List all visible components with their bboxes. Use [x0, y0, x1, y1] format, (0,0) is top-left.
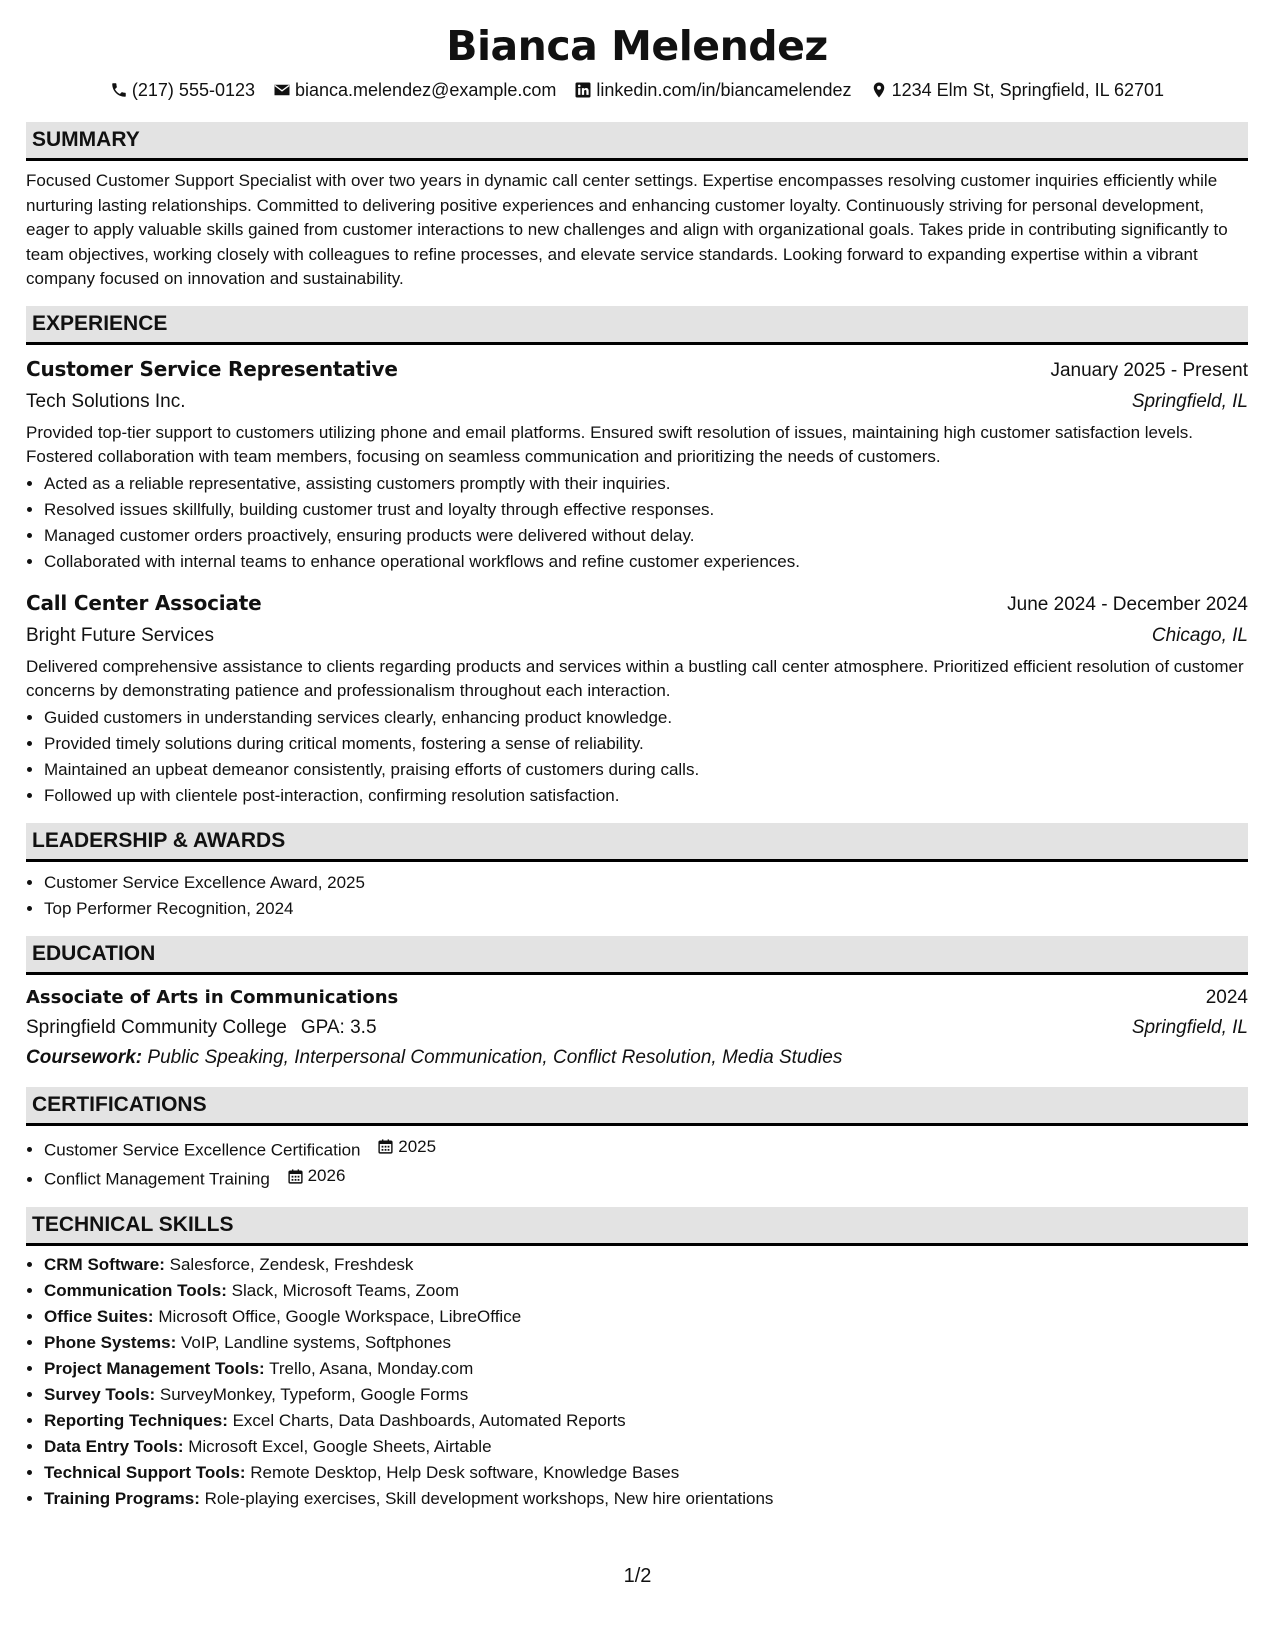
phone-text: (217) 555-0123 [131, 79, 255, 100]
gpa: GPA: 3.5 [300, 1016, 377, 1038]
skill-item [44, 1278, 1248, 1304]
skill-value: Remote Desktop, Help Desk software, Knowledge Bases [250, 1462, 680, 1482]
school [26, 1013, 377, 1043]
candidate-name: Bianca Melendez [446, 22, 828, 70]
skills-list [26, 1252, 1248, 1512]
certification-name: Customer Service Excellence Certification [44, 1140, 361, 1159]
job-bullet: • Resolved issues skillfully, building customer trust and loyalty through effective responses. [44, 497, 1248, 523]
skill-item [44, 1252, 1248, 1278]
coursework-label: Coursework: [26, 1046, 143, 1068]
coursework [26, 1043, 1248, 1073]
job-bullet: • Guided customers in understanding services clearly, enhancing product knowledge. [44, 705, 1248, 731]
job-location: Springfield, IL [1131, 390, 1248, 412]
skill-item [44, 1486, 1248, 1512]
graduation-year: 2024 [1205, 986, 1248, 1008]
job-title: Call Center Associate [26, 590, 262, 615]
contact-phone [110, 80, 255, 101]
coursework-list: Public Speaking, Interpersonal Communication, Conflict Resolution, Media Studies [147, 1046, 843, 1068]
skill-label: Office Suites: [44, 1306, 154, 1326]
job-bullet: • Provided timely solutions during critical moments, fostering a sense of reliability. [44, 731, 1248, 757]
skill-label: Training Programs: [44, 1488, 200, 1508]
job-bullet: • Maintained an upbeat demeanor consistently, praising efforts of customers during calls. [44, 757, 1248, 783]
map-pin-icon [870, 81, 888, 99]
email-text[interactable]: bianca.melendez@example.com [295, 79, 557, 100]
job-entry [26, 587, 1248, 809]
skills-heading: TECHNICAL SKILLS [26, 1207, 1248, 1246]
contact-bar [26, 76, 1248, 104]
skill-label: Phone Systems: [44, 1332, 177, 1352]
skill-label: Survey Tools: [44, 1384, 156, 1404]
skill-item [44, 1460, 1248, 1486]
job-bullet: • Acted as a reliable representative, assisting customers promptly with their inquiries. [44, 471, 1248, 497]
certification-year: 2025 [398, 1136, 437, 1156]
skill-item [44, 1434, 1248, 1460]
job-dates: June 2024 - December 2024 [1007, 593, 1248, 615]
address-text: 1234 Elm St, Springfield, IL 62701 [891, 79, 1165, 100]
job-dates: January 2025 - Present [1050, 359, 1248, 381]
contact-address [870, 80, 1165, 101]
certification-name: Conflict Management Training [44, 1169, 270, 1189]
skill-item [44, 1382, 1248, 1408]
skill-item [44, 1330, 1248, 1356]
experience-heading: EXPERIENCE [26, 306, 1248, 345]
skill-value: Excel Charts, Data Dashboards, Automated Reports [232, 1410, 626, 1430]
certification-item [44, 1163, 1248, 1193]
job-bullet: • Followed up with clientele post-interaction, confirming resolution satisfaction. [44, 783, 1248, 809]
job-description: Delivered comprehensive assistance to clients regarding products and services within a bustling call center atmosphere. Prioritized efficient resolution of customer concerns by demonstrating patience and professionalism throughout each interaction. [26, 656, 1244, 700]
job-bullets [26, 471, 1248, 575]
envelope-icon [273, 81, 291, 99]
skill-value: Slack, Microsoft Teams, Zoom [231, 1280, 459, 1300]
page-number: 1/2 [623, 1565, 652, 1587]
skill-value: Microsoft Excel, Google Sheets, Airtable [188, 1436, 492, 1456]
job-bullet: • Collaborated with internal teams to enhance operational workflows and refine customer experiences. [44, 549, 1248, 575]
job-company: Bright Future Services [26, 624, 214, 646]
school-location: Springfield, IL [1131, 1016, 1248, 1038]
job-bullet: • Managed customer orders proactively, ensuring products were delivered without delay. [44, 523, 1248, 549]
summary-heading: SUMMARY [26, 122, 1248, 161]
job-bullets [26, 705, 1248, 809]
job-company: Tech Solutions Inc. [26, 390, 186, 412]
job-description: Provided top-tier support to customers utilizing phone and email platforms. Ensured swift resolution of issues, maintaining high customer satisfaction levels. Fostered collaboration with team members, focusing on seamless communication and prioritizing the needs of customers. [26, 422, 1193, 466]
summary-text: Focused Customer Support Specialist with over two years in dynamic call center settings. Expertise encompasses resolving customer inquiries efficiently while nurturing lasting relationships. Committed to delivering positive experiences and enhancing customer loyalty. Continuously striving for personal development, eager to apply valuable skills gained from customer interactions to new challenges and align with organizational goals. Takes pride in contributing significantly to team objectives, working closely with colleagues to refine processes, and elevate service standards. Looking forward to expanding expertise within a vibrant company focused on innovation and sustainability. [26, 171, 1228, 288]
certifications-heading: CERTIFICATIONS [26, 1087, 1248, 1126]
linkedin-icon [574, 81, 592, 99]
contact-email[interactable] [273, 80, 556, 101]
job-location: Chicago, IL [1151, 624, 1248, 646]
skill-label: Communication Tools: [44, 1280, 227, 1300]
certification-item [44, 1134, 1248, 1164]
skill-value: Trello, Asana, Monday.com [269, 1358, 474, 1378]
job-entry [26, 353, 1248, 575]
linkedin-text[interactable]: linkedin.com/in/biancamelendez [596, 79, 852, 100]
skill-item [44, 1408, 1248, 1434]
skill-value: Role-playing exercises, Skill development workshops, New hire orientations [204, 1488, 774, 1508]
skill-value: Microsoft Office, Google Workspace, LibreOffice [158, 1306, 522, 1326]
contact-linkedin[interactable] [574, 80, 851, 101]
awards-list [26, 870, 1248, 922]
award-item: • Customer Service Excellence Award, 2025 [44, 870, 1248, 896]
education-entry [26, 983, 1248, 1073]
award-item: • Top Performer Recognition, 2024 [44, 896, 1248, 922]
leadership-heading: LEADERSHIP & AWARDS [26, 823, 1248, 862]
skill-item [44, 1356, 1248, 1382]
certifications-list [26, 1134, 1248, 1193]
skill-label: Data Entry Tools: [44, 1436, 184, 1456]
skill-label: CRM Software: [44, 1254, 165, 1274]
skill-label: Technical Support Tools: [44, 1462, 246, 1482]
skill-label: Reporting Techniques: [44, 1410, 228, 1430]
resume-content [26, 18, 1248, 1512]
calendar-icon [377, 1138, 394, 1155]
certification-year: 2026 [307, 1166, 346, 1185]
education-heading: EDUCATION [26, 936, 1248, 975]
skill-item [44, 1304, 1248, 1330]
skill-value: Salesforce, Zendesk, Freshdesk [169, 1254, 414, 1274]
skill-value: SurveyMonkey, Typeform, Google Forms [159, 1384, 469, 1404]
job-title: Customer Service Representative [26, 356, 398, 381]
phone-icon [110, 81, 128, 99]
skill-value: VoIP, Landline systems, Softphones [181, 1332, 451, 1352]
calendar-icon [287, 1168, 304, 1185]
degree: Associate of Arts in Communications [26, 986, 399, 1008]
skill-label: Project Management Tools: [44, 1358, 265, 1378]
school-name: Springfield Community College [26, 1016, 287, 1038]
